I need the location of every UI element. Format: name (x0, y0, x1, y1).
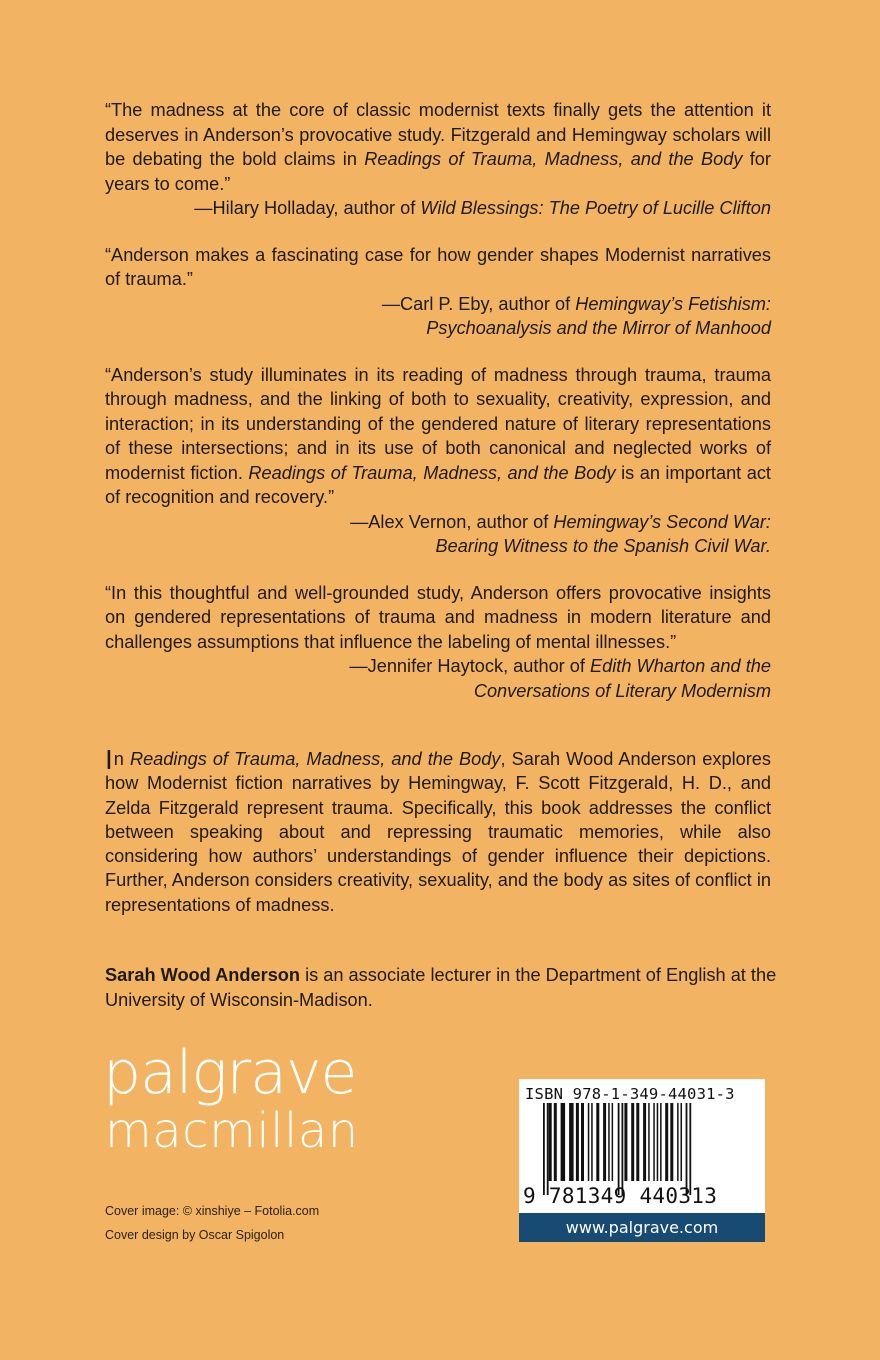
book-title: Readings of Trauma, Madness, and the Body (364, 149, 743, 169)
barcode-bar (648, 1103, 650, 1181)
barcode-bar (569, 1103, 574, 1181)
barcode-bar (653, 1103, 655, 1181)
description-text: , Sarah Wood Anderson explores how Modernist fiction narratives by Hemingway, F. Scott Fitzgerald, H. D., and Zelda Fitzgerald represent trauma. Specifically, this book addresses the conflict between speaking about and repressing traumatic memories, while also considering how authors’ understandings of gender influence their depictions. Further, Anderson considers creativity, sexuality, and the body as sites of conflict in representations of madness. (105, 749, 771, 915)
barcode-bar (686, 1103, 688, 1195)
barcode-bar (618, 1103, 620, 1195)
quote-text: is an important act of recognition and recovery.” (105, 462, 771, 507)
endorsement-text (105, 243, 771, 292)
barcode-bar (547, 1103, 549, 1195)
barcode-bar (689, 1103, 691, 1195)
barcode-bar (622, 1103, 624, 1195)
quote-text: “Anderson makes a fascinating case for how gender shapes Modernist narratives of trauma.” (105, 244, 771, 289)
description-text: n (113, 749, 130, 769)
barcode-bar (576, 1103, 579, 1181)
quote-text: “In this thoughtful and well-grounded study, Anderson offers provocative insights on gendered representations of trauma and madness in modern literature and challenges assumptions that influence the labeling of mental illnesses.” (105, 582, 771, 652)
attribution-title: Hemingway’s Fetishism: (575, 293, 771, 314)
author-bio (105, 963, 785, 1012)
attribution-title: Hemingway’s Second War: (553, 511, 771, 532)
isbn-barcode (519, 1079, 765, 1242)
barcode-bar (657, 1103, 659, 1181)
barcode-bar (636, 1103, 639, 1181)
attribution-title: Psychoanalysis and the Mirror of Manhood (426, 318, 771, 338)
endorsement-text (105, 581, 771, 655)
book-title: Readings of Trauma, Madness, and the Body (129, 749, 501, 769)
endorsement-1 (105, 98, 771, 221)
author-name: Sarah Wood Anderson (105, 965, 301, 985)
attribution-title: Edith Wharton and the (590, 656, 771, 676)
publisher-url[interactable]: www.palgrave.com (519, 1213, 765, 1242)
barcode-bar (677, 1103, 679, 1181)
barcode-bar (581, 1103, 584, 1181)
barcode-bar (561, 1103, 566, 1181)
endorsement-attribution (105, 654, 771, 703)
barcode-bar (681, 1103, 683, 1181)
endorsement-text (105, 98, 771, 196)
logo-line-2: macmillan (105, 1103, 359, 1159)
attribution-title: Bearing Witness to the Spanish Civil War. (435, 536, 771, 556)
barcode-bar (588, 1103, 590, 1181)
barcode-bar (643, 1103, 646, 1181)
barcode-bar (603, 1103, 606, 1181)
barcode-bar (665, 1103, 668, 1181)
barcode-bar (608, 1103, 610, 1181)
endorsement-attribution (105, 510, 771, 559)
book-description (105, 744, 771, 917)
barcode-bar (612, 1103, 614, 1181)
barcode-bar (543, 1103, 545, 1195)
drop-cap: I (105, 744, 113, 775)
bio-text: is an associate lecturer in the Department of English at the University of Wisconsin-Madison. (105, 965, 777, 1010)
endorsement-attribution (105, 196, 771, 221)
endorsement-4 (105, 581, 771, 704)
book-title: Readings of Trauma, Madness, and the Body (248, 462, 616, 483)
barcode-bar (549, 1103, 552, 1181)
barcode-bar (660, 1103, 662, 1181)
attribution-author: —Carl P. Eby, author of (381, 293, 576, 314)
barcode-bar (554, 1103, 557, 1181)
logo-line-1: palgrave (103, 1038, 357, 1108)
cover-credits (105, 1199, 319, 1247)
endorsements (105, 98, 771, 725)
attribution-title: Conversations of Literary Modernism (473, 680, 771, 701)
barcode-bar (591, 1103, 593, 1181)
cover-design-credit: Cover design by Oscar Spigolon (105, 1228, 285, 1242)
barcode-bar (631, 1103, 634, 1181)
cover-image-credit: Cover image: © xinshiye – Fotolia.com (105, 1204, 320, 1218)
barcode-bar (624, 1103, 627, 1181)
attribution-author: —Jennifer Haytock, author of (349, 656, 591, 676)
endorsement-text (105, 363, 771, 510)
publisher-logo (103, 1038, 359, 1159)
quote-text: “The madness at the core of classic modernist texts finally gets the attention it deserves in Anderson’s provocative study. Fitzgerald and Hemingway scholars will be debating the bold claims in (105, 100, 771, 169)
barcode-bar (596, 1103, 599, 1181)
quote-text: “Anderson’s study illuminates in its reading of madness through trauma, trauma through madness, and the linking of both to sexuality, creativity, expression, and interaction; in its understanding of the gendered nature of literary representations of these intersections; and in its use of both canonical and neglected works of modernist fiction. (105, 364, 771, 483)
endorsement-2 (105, 243, 771, 341)
isbn-label: ISBN 978-1-349-44031-3 (525, 1085, 735, 1103)
attribution-author: —Alex Vernon, author of (350, 511, 554, 532)
attribution-author: —Hilary Holladay, author of (194, 198, 421, 218)
barcode-digits: 9 781349 440313 (523, 1184, 718, 1208)
attribution-title: Wild Blessings: The Poetry of Lucille Clifton (420, 198, 771, 218)
quote-text: for years to come.” (105, 149, 771, 194)
endorsement-attribution (105, 292, 771, 341)
barcode-bar (670, 1103, 673, 1181)
endorsement-3 (105, 363, 771, 559)
barcode-bars (525, 1103, 759, 1195)
